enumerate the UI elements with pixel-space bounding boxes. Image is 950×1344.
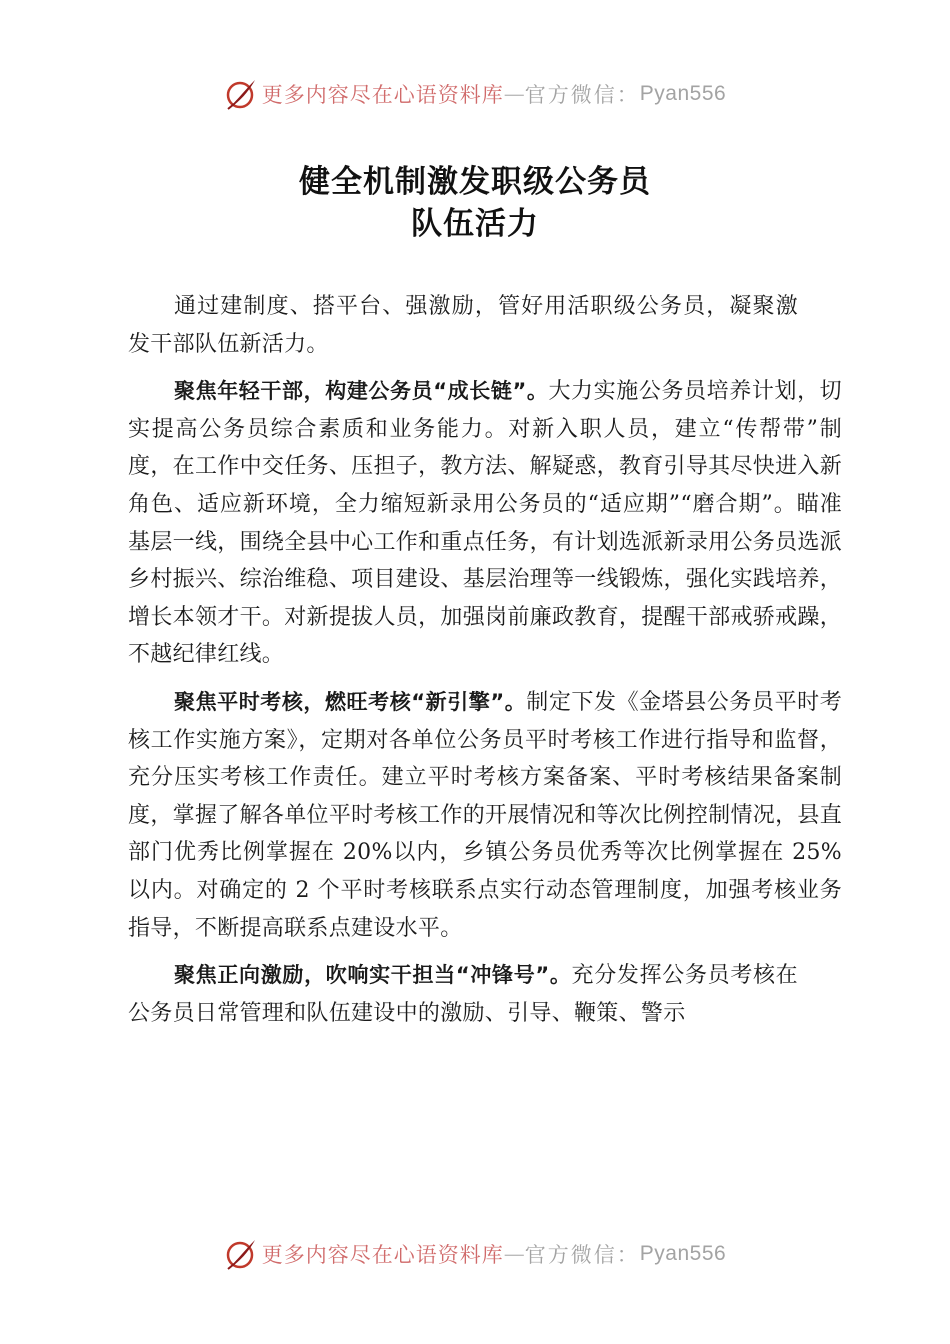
section-paragraph-1 xyxy=(128,373,842,674)
section-paragraph-3 xyxy=(128,957,798,1032)
watermark-separator: — xyxy=(503,82,525,106)
document-body xyxy=(128,288,842,1032)
watermark-text: 更多内容尽在心语资料库 xyxy=(261,1243,504,1267)
header-watermark xyxy=(0,74,950,114)
watermark-separator: — xyxy=(503,1242,525,1266)
watermark-text: 更多内容尽在心语资料库 xyxy=(261,83,504,107)
intro-paragraph: 通过建制度、搭平台、强激励，管好用活职级公务员，凝聚激发干部队伍新活力。 xyxy=(128,294,798,357)
document-title-line-2: 队伍活力 xyxy=(411,206,539,242)
section-2-lead: 聚焦平时考核，燃旺考核“新引擎”。 xyxy=(174,689,527,714)
section-paragraph-2 xyxy=(128,684,842,947)
quill-logo-icon xyxy=(224,1237,258,1271)
footer-watermark xyxy=(0,1234,950,1274)
watermark-wechat-id: Pyan556 xyxy=(639,82,727,105)
quill-logo-icon xyxy=(224,77,258,111)
watermark-wechat-label: 官方微信： xyxy=(524,83,640,107)
section-1-body: 大力实施公务员培养计划，切实提高公务员综合素质和业务能力。对新入职人员，建立“传帮带”制度，在工作中交任务、压担子，教方法、解疑惑，教育引导其尽快进入新角色、适应新环境，全力缩短新录用公务员的“适应期”“磨合期”。瞄准基层一线，围绕全县中心工作和重点任务，有计划选派新录用公务员选派乡村振兴、综治维稳、项目建设、基层治理等一线锻炼，强化实践培养，增长本领才干。对新提拔人员，加强岗前廉政教育，提醒干部戒骄戒躁， 不越纪律红线。 xyxy=(128,379,842,668)
watermark-wechat-id: Pyan556 xyxy=(639,1242,727,1265)
document-title-line-1: 健全机制激发职级公务员 xyxy=(299,164,651,200)
section-1-lead: 聚焦年轻干部，构建公务员“成长链”。 xyxy=(174,379,549,404)
section-2-body: 制定下发《金塔县公务员平时考核工作实施方案》，定期对各单位公务员平时考核工作进行指导和监督，充分压实考核工作责任。建立平时考核方案备案、平时考核结果备案制度，掌握了解各单位平时考核工作的开展情况和等次比例控制情况，县直部门优秀比例掌握在 20%以内，乡镇公务员优秀等次比例掌握在 25%以内。对确定的 2 个平时考核联系点实行动态管理制度，加强考核业务指导，不断提高联系点建设水平。 xyxy=(128,689,843,941)
section-3-body: 充分发挥公务员考核在公务员日常管理和队伍建设中的激励、引导、鞭策、警示 xyxy=(128,963,798,1026)
watermark-wechat-label: 官方微信： xyxy=(524,1243,640,1267)
section-3-lead: 聚焦正向激励，吹响实干担当“冲锋号”。 xyxy=(174,963,572,988)
